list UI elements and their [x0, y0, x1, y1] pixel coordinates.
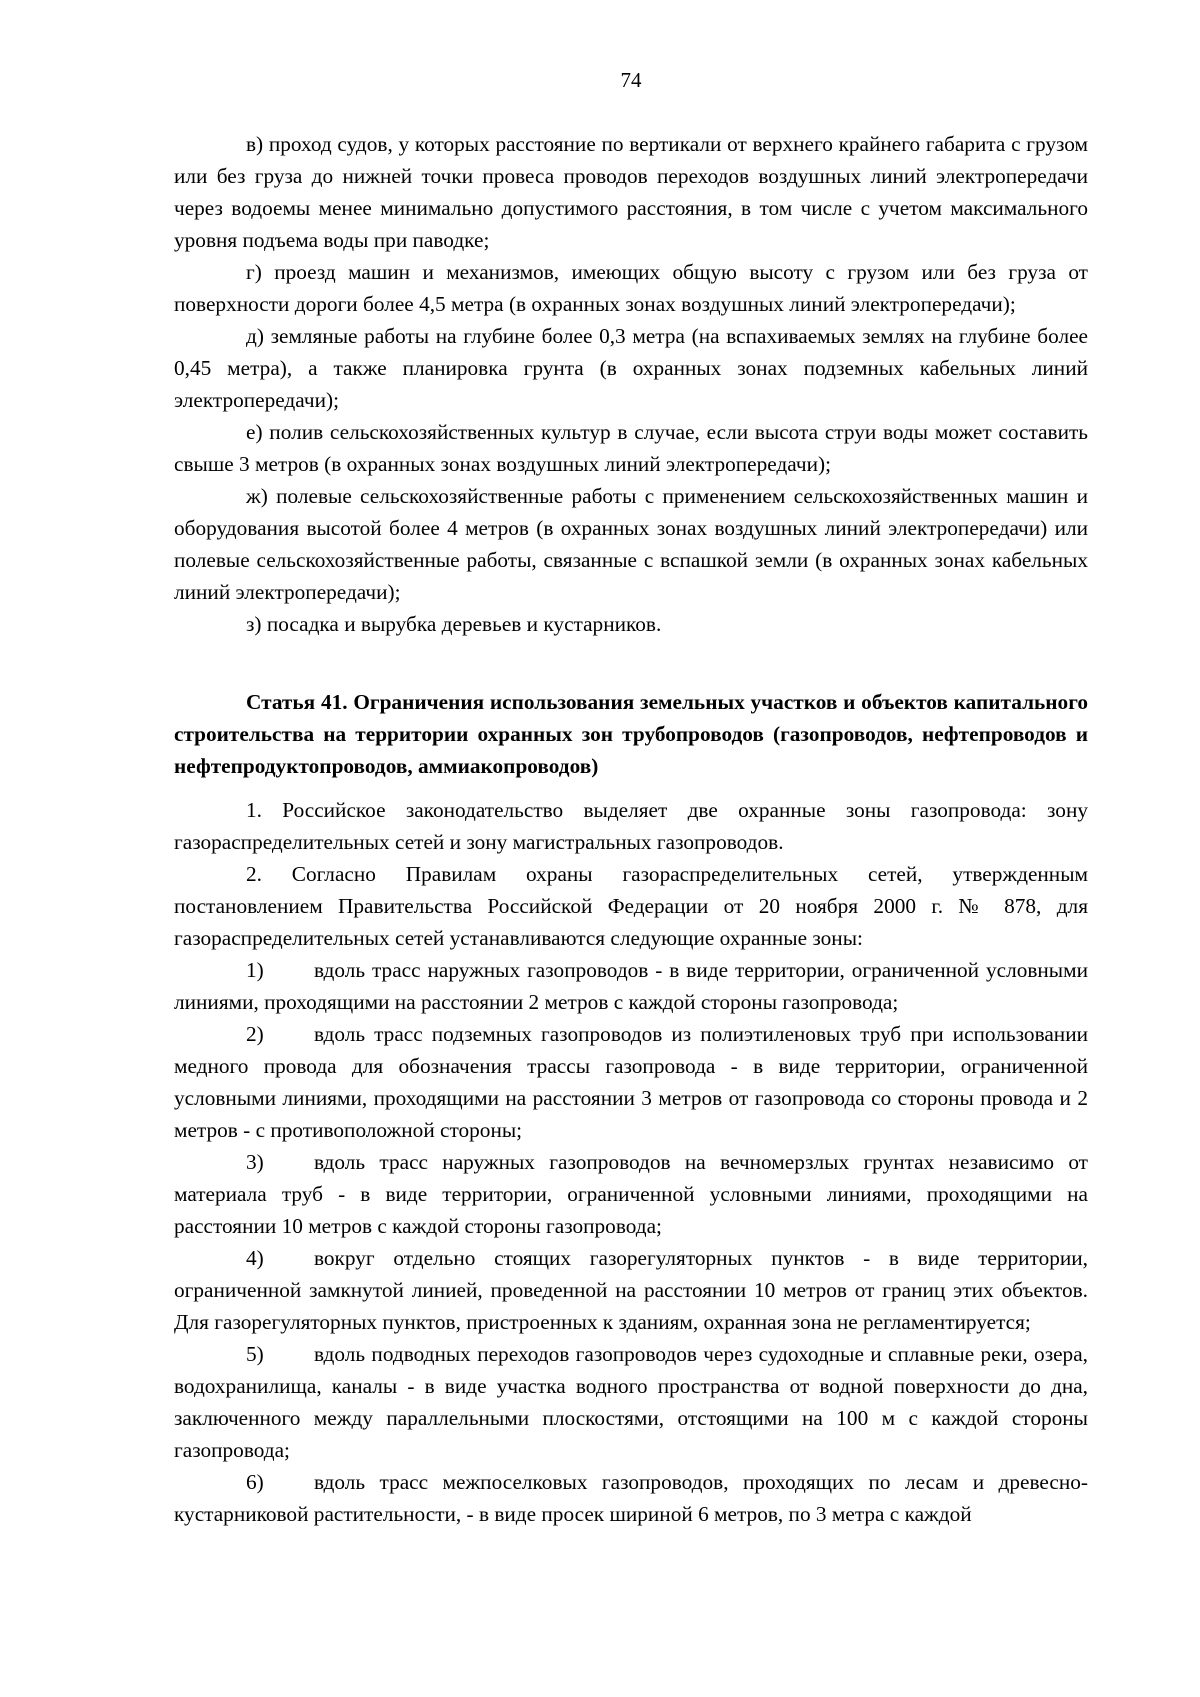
list-item: з) посадка и вырубка деревьев и кустарников.	[246, 612, 662, 636]
zone-item	[174, 1146, 1088, 1242]
list-item: е) полив сельскохозяйственных культур в случае, если высота струи воды может составить свыше 3 метров (в охранных зонах воздушных линий электропередачи);	[174, 420, 1088, 476]
zone-item	[174, 1466, 1088, 1530]
zone-text: вдоль трасс подземных газопроводов из полиэтиленовых труб при использовании медного провода для обозначения трассы газопровода - в виде территории, ограниченной условными линиями, проходящими на расстоянии 3 метров от газопровода со стороны провода и 2 метров - с противоположной стороны;	[174, 1022, 1088, 1142]
zone-number: 2)	[246, 1022, 264, 1046]
list-item: г) проезд машин и механизмов, имеющих общую высоту с грузом или без груза от поверхности дороги более 4,5 метра (в охранных зонах воздушных линий электропередачи);	[174, 260, 1088, 316]
zone-text: вокруг отдельно стоящих газорегуляторных пунктов - в виде территории, ограниченной замкнутой линией, проведенной на расстоянии 10 метров от границ этих объектов. Для газорегуляторных пунктов, пристроенных к зданиям, охранная зона не регламентируется;	[174, 1246, 1088, 1334]
article-heading: Статья 41. Ограничения использования земельных участков и объектов капитального строительства на территории охранных зон трубопроводов (газопроводов, нефтепроводов и нефтепродуктопроводов, аммиакопроводов)	[174, 690, 1088, 778]
zone-number: 1)	[246, 958, 264, 982]
list-item: ж) полевые сельскохозяйственные работы с применением сельскохозяйственных машин и оборудования высотой более 4 метров (в охранных зонах воздушных линий электропередачи) или полевые сельскохозяйственные работы, связанные с вспашкой земли (в охранных зонах кабельных линий электропередачи);	[174, 484, 1088, 604]
zone-item	[174, 1018, 1088, 1146]
zone-number: 4)	[246, 1246, 264, 1270]
page-number: 74	[620, 68, 642, 92]
list-item: в) проход судов, у которых расстояние по вертикали от верхнего крайнего габарита с грузом или без груза до нижней точки провеса проводов переходов воздушных линий электропередачи через водоемы менее минимально допустимого расстояния, в том числе с учетом максимального уровня подъема воды при паводке;	[174, 132, 1088, 252]
zone-number: 3)	[246, 1150, 264, 1174]
zone-text: вдоль трасс межпоселковых газопроводов, проходящих по лесам и древесно-кустарниковой растительности, - в виде просек шириной 6 метров, по 3 метра с каждой	[174, 1470, 1088, 1526]
list-item: д) земляные работы на глубине более 0,3 метра (на вспахиваемых землях на глубине более 0,45 метра), а также планировка грунта (в охранных зонах подземных кабельных линий электропередачи);	[174, 324, 1088, 412]
article-paragraph: 2. Согласно Правилам охраны газораспределительных сетей, утвержденным постановлением Правительства Российской Федерации от 20 ноября 2000 г. № 878, для газораспределительных сетей устанавливаются следующие охранные зоны:	[174, 862, 1088, 950]
zone-item	[174, 1338, 1088, 1466]
zone-item	[174, 954, 1088, 1018]
zone-number: 5)	[246, 1342, 264, 1366]
zone-text: вдоль трасс наружных газопроводов - в виде территории, ограниченной условными линиями, проходящими на расстоянии 2 метров с каждой стороны газопровода;	[174, 958, 1088, 1014]
items-top-list	[174, 128, 1088, 640]
zone-text: вдоль трасс наружных газопроводов на вечномерзлых грунтах независимо от материала труб - в виде территории, ограниченной условными линиями, проходящими на расстоянии 10 метров с каждой стороны газопровода;	[174, 1150, 1088, 1238]
zone-item	[174, 1242, 1088, 1338]
article-paragraph: 1. Российское законодательство выделяет две охранные зоны газопровода: зону газораспределительных сетей и зону магистральных газопроводов.	[174, 798, 1088, 854]
zone-text: вдоль подводных переходов газопроводов через судоходные и сплавные реки, озера, водохранилища, каналы - в виде участка водного пространства от водной поверхности до дна, заключенного между параллельными плоскостями, отстоящими на 100 м с каждой стороны газопровода;	[174, 1342, 1088, 1462]
zones-list	[174, 954, 1088, 1530]
zone-number: 6)	[246, 1470, 264, 1494]
